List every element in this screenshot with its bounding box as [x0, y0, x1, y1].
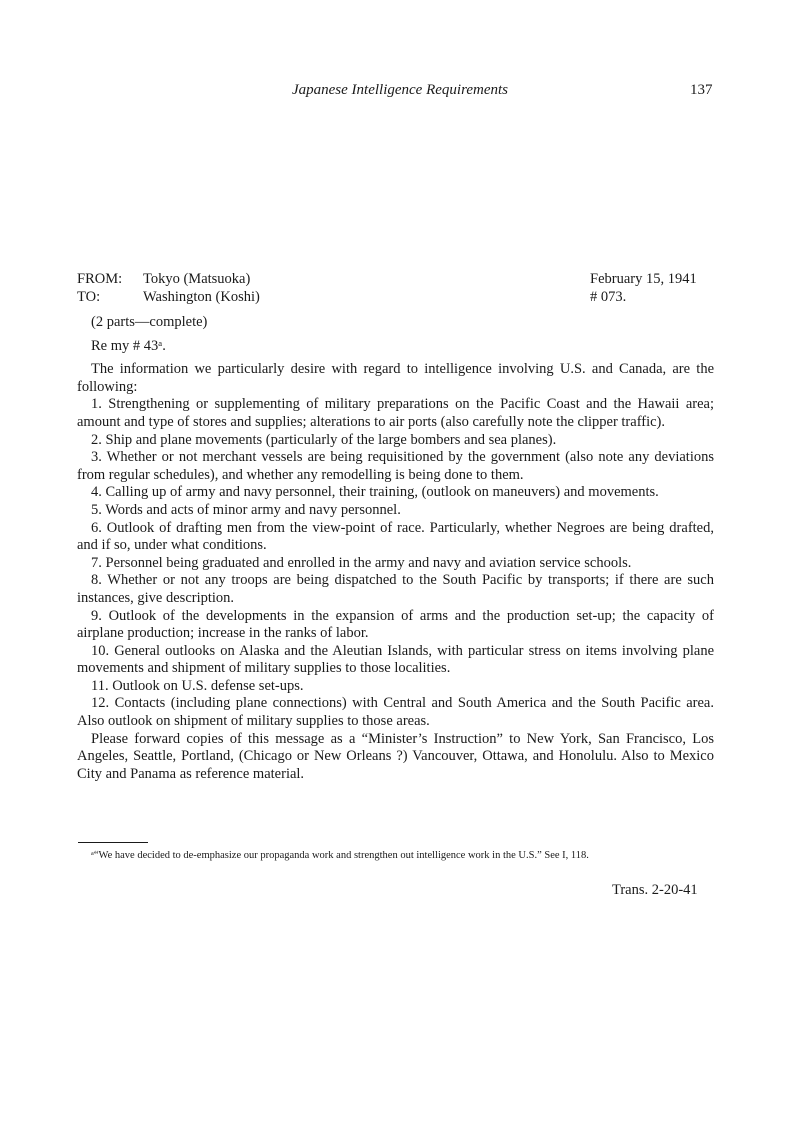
from-value: Tokyo (Matsuoka) — [143, 271, 251, 287]
closing-paragraph: Please forward copies of this message as a “Minister’s Instruction” to New York, San Francisco, Los Angeles, Seattle, Portland, (Chicago or New Orleans ?) Vancouver, Ottawa, and Honolulu. Also to Mexico City and Panama as reference material. — [77, 730, 714, 782]
footnote-divider — [78, 842, 148, 843]
footnote-text: ᵃ“We have decided to de-emphasize our propaganda work and strengthen out intelligence work in the U.S.” See I, 118. — [91, 850, 589, 861]
list-item: 5. Words and acts of minor army and navy personnel. — [91, 501, 401, 518]
list-item: 10. General outlooks on Alaska and the Aleutian Islands, with particular stress on items involving plane movements and shipment of military supplies to those localities. — [77, 642, 714, 677]
memo-from-row — [77, 270, 717, 288]
list-item: 3. Whether or not merchant vessels are being requisitioned by the government (also note any deviations from regular schedules), and whether any remodelling is being done to them. — [77, 449, 714, 483]
list-item: 6. Outlook of drafting men from the view-point of race. Particularly, whether Negroes are being drafted, and if so, under what conditions. — [77, 519, 714, 554]
translation-date: Trans. 2-20-41 — [612, 882, 698, 898]
list-item: 7. Personnel being graduated and enrolled in the army and navy and aviation service schools. — [91, 554, 632, 571]
list-item: 12. Contacts (including plane connections) with Central and South America and the South Pacific area. Also outlook on shipment of military supplies to those areas. — [77, 695, 714, 730]
memo-date: February 15, 1941 — [590, 271, 697, 287]
list-item: 11. Outlook on U.S. defense set-ups. — [91, 677, 304, 694]
memo-to-row — [77, 288, 717, 306]
intro-paragraph: The information we particularly desire with regard to intelligence involving U.S. and Canada, are the following: — [77, 361, 714, 395]
parts-note: (2 parts—complete) — [91, 314, 208, 330]
reference-line: Re my # 43ᵃ. — [91, 337, 166, 354]
list-item: 8. Whether or not any troops are being dispatched to the South Pacific by transports; if there are such instances, give description. — [77, 572, 714, 606]
list-item: 9. Outlook of the developments in the expansion of arms and the production set-up; the capacity of airplane production; increase in the ranks of labor. — [77, 607, 714, 642]
list-item: 1. Strengthening or supplementing of military preparations on the Pacific Coast and the Hawaii area; amount and type of stores and supplies; alterations to air ports (also carefully note the clipper traffic). — [77, 396, 714, 430]
to-value: Washington (Koshi) — [143, 289, 260, 305]
memo-number: # 073. — [590, 289, 627, 305]
memo-header — [77, 270, 717, 306]
list-item: 4. Calling up of army and navy personnel, their training, (outlook on maneuvers) and movements. — [91, 484, 659, 501]
message-body — [77, 314, 714, 783]
running-title: Japanese Intelligence Requirements — [291, 82, 509, 98]
from-label: FROM: — [77, 271, 123, 287]
list-item: 2. Ship and plane movements (particularly of the large bombers and sea planes). — [91, 431, 557, 448]
to-label: TO: — [77, 289, 101, 305]
footnote — [77, 848, 714, 863]
page-number: 137 — [690, 82, 713, 98]
